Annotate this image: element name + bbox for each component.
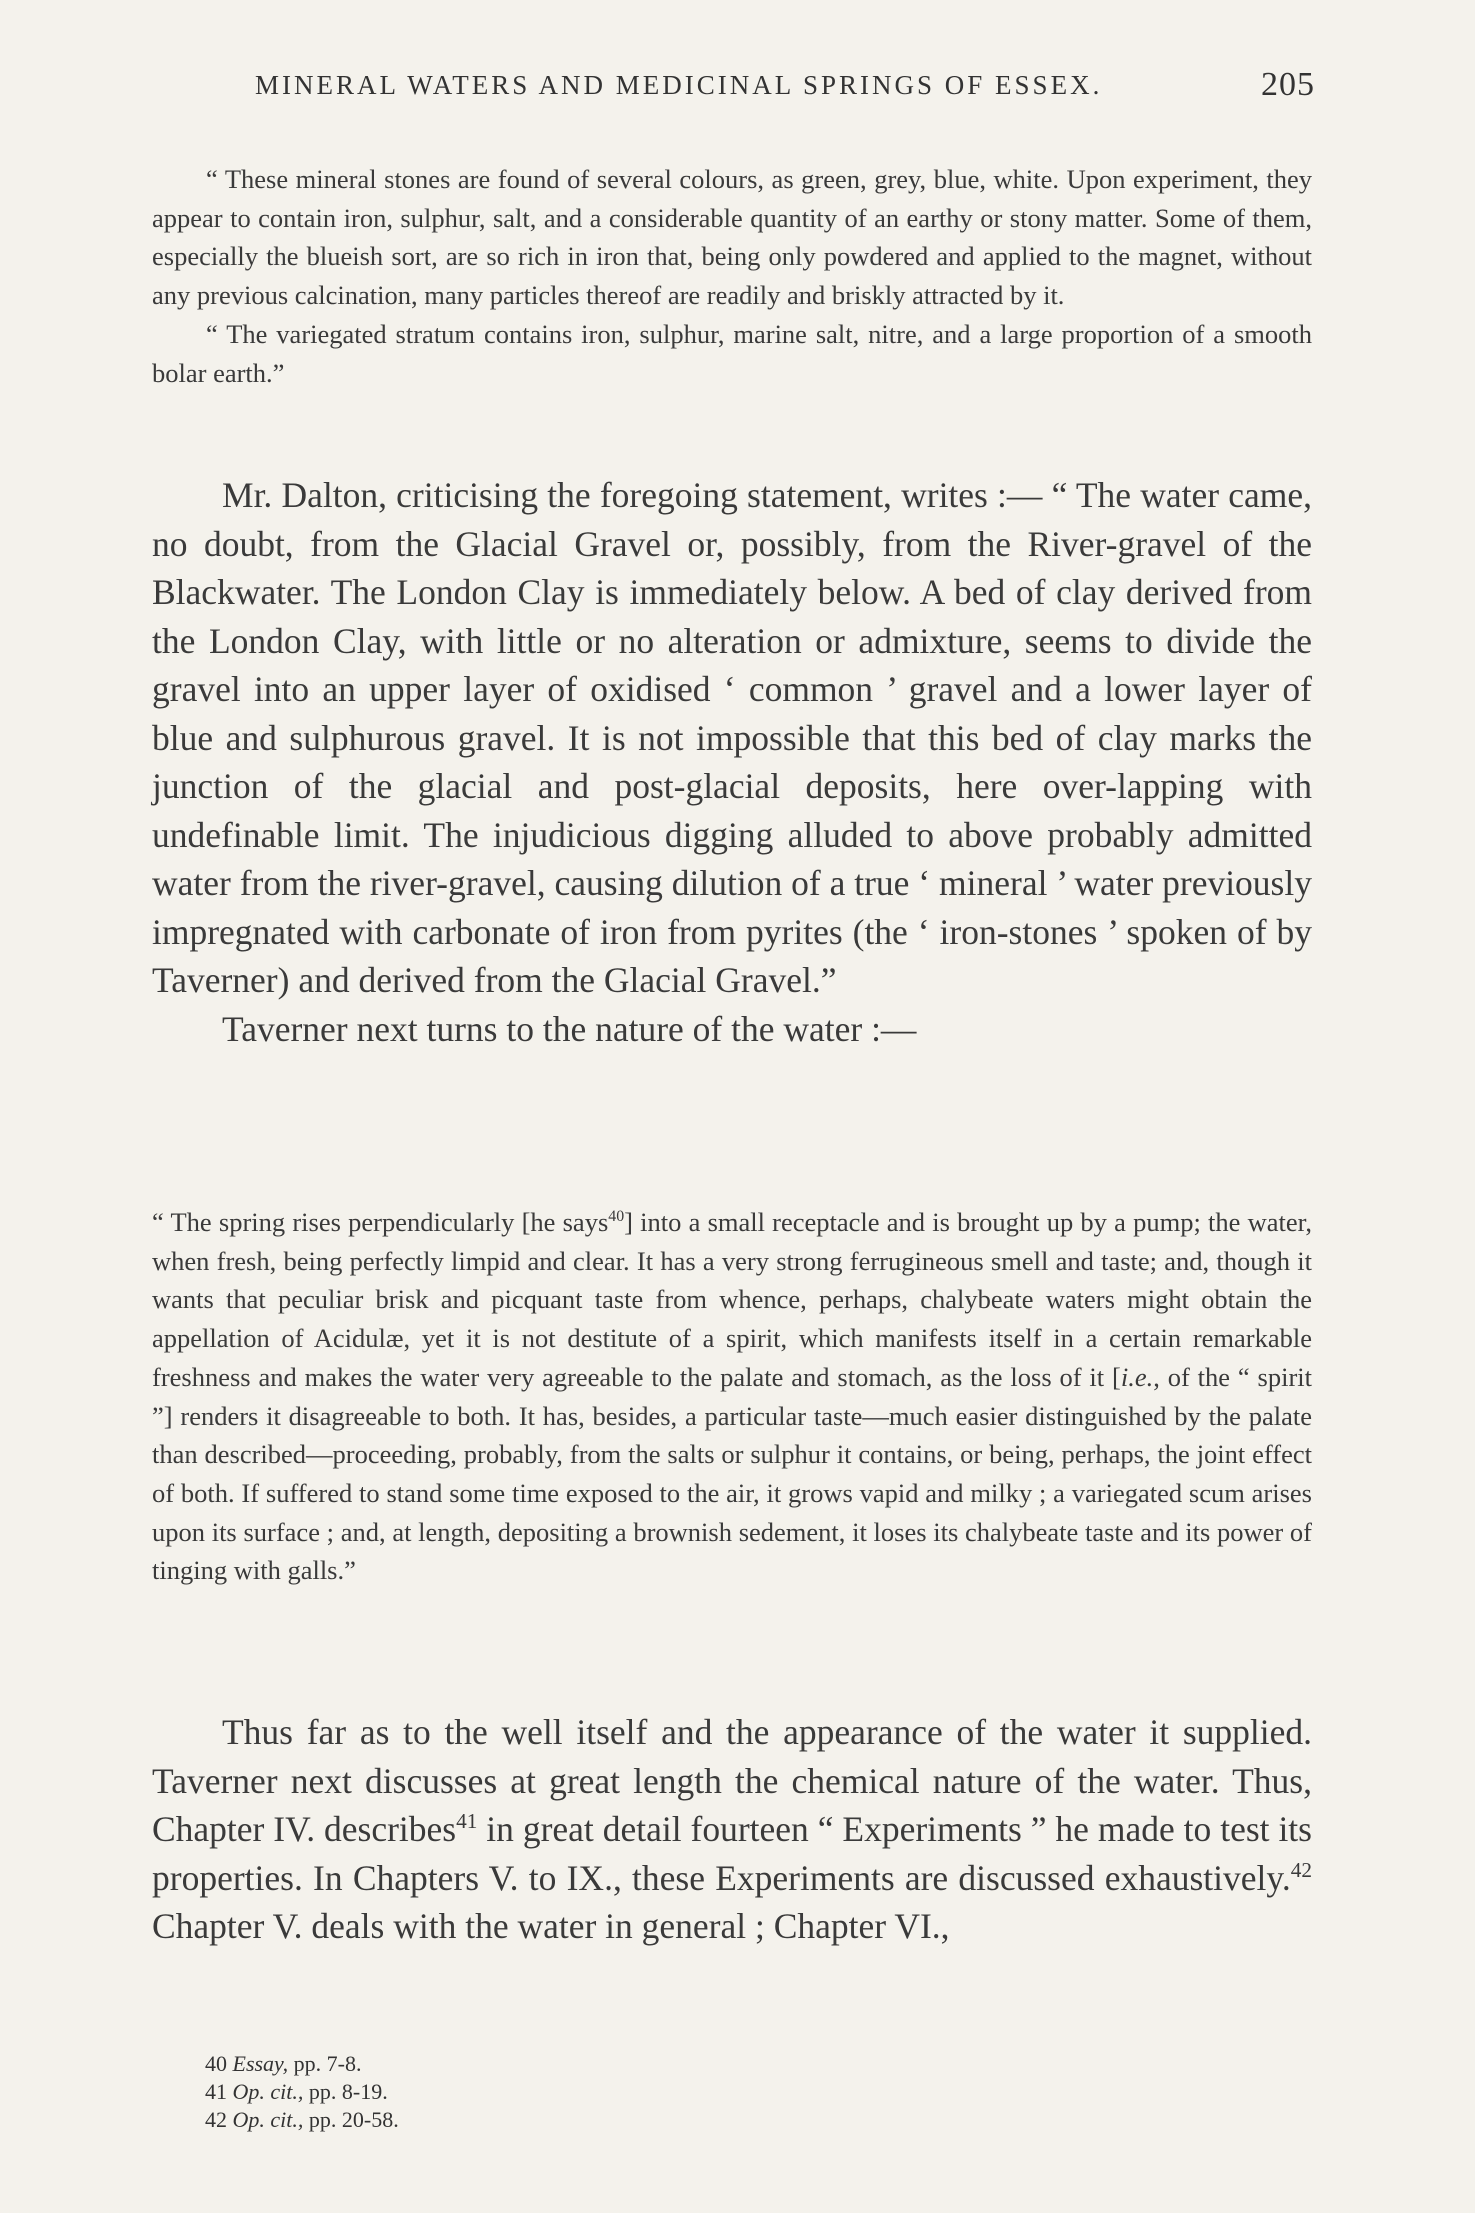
running-title: MINERAL WATERS AND MEDICINAL SPRINGS OF ESSEX. bbox=[255, 70, 1103, 100]
abbreviation: i.e. bbox=[1120, 1361, 1154, 1392]
quote-paragraph: “ These mineral stones are found of several colours, as green, grey, blue, white. Upon experiment, they appear to contain iron, sulphur, salt, and a considerable quantity of an earthy or stony matter. Some of them, especially the blueish sort, are so rich in iron that, being only powdered and applied to the magnet, without any previous calcination, many particles thereof are readily and briskly attracted by it. bbox=[152, 164, 1312, 311]
quote-paragraph bbox=[152, 1203, 1312, 1590]
quote-paragraph: “ The variegated stratum contains iron, sulphur, marine salt, nitre, and a large proportion of a smooth bolar earth.” bbox=[152, 318, 1312, 388]
quote-block-1 bbox=[152, 160, 1312, 392]
body-paragraph bbox=[152, 1708, 1312, 1951]
quote-text: ] into a small receptacle and is brought up by a pump; the water, when fresh, being perfectly limpid and clear. It has a very strong ferrugineous smell and taste; and, though it wants that peculiar brisk and picquant taste from whence, perhaps, chalybeate waters might obtain the appellation of Acidulæ, yet it is not destitute of a spirit, which manifests itself in a certain remarkable freshness and makes the water very agreeable to the palate and stomach, as the loss of it [ bbox=[152, 1207, 1312, 1392]
body-paragraph: Mr. Dalton, criticising the foregoing statement, writes :— “ The water came, no doubt, from the Glacial Gravel or, possibly, from the River-gravel of the Blackwater. The London Clay is immediately below. A bed of clay derived from the London Clay, with little or no alteration or admixture, seems to divide the gravel into an upper layer of oxidised ‘ common ’ gravel and a lower layer of blue and sulphurous gravel. It is not impossible that this bed of clay marks the junction of the glacial and post-glacial deposits, here over-lapping with undefinable limit. The injudicious digging alluded to above probably admitted water from the river-gravel, causing dilution of a true ‘ mineral ’ water previously impregnated with carbonate of iron from pyrites (the ‘ iron-stones ’ spoken of by Taverner) and derived from the Glacial Gravel.” bbox=[152, 475, 1312, 1000]
quote-block-2 bbox=[152, 1203, 1312, 1590]
page-number: 205 bbox=[1261, 66, 1315, 103]
quote-text: , of the “ spirit ”] renders it disagreeable to both. It has, besides, a particular taste—much easier distinguished by the palate than described—proceeding, probably, from the salts or sulphur it contains, or being, perhaps, the joint effect of both. If suffered to stand some time exposed to the air, it grows vapid and milky ; a variegated scum arises upon its surface ; and, at length, depositing a brownish sedement, it loses its chalybeate taste and its power of tinging with galls.” bbox=[152, 1361, 1313, 1586]
footnote-ref: 40 bbox=[608, 1208, 625, 1226]
footnote-number: 42 bbox=[205, 2107, 227, 2132]
body-text: Thus far as to the well itself and the appearance of the water it supplied. Taverner next discusses at great length the chemical nature of the water. Thus, Chapter IV. describes bbox=[152, 1712, 1312, 1849]
running-header bbox=[255, 66, 1315, 103]
body-paragraph: Taverner next turns to the nature of the water :— bbox=[222, 1008, 917, 1049]
footnote-source: Op. cit., bbox=[232, 2079, 304, 2104]
body-block-2 bbox=[152, 1708, 1312, 1951]
footnote-source: Op. cit., bbox=[232, 2107, 304, 2132]
footnote-pages: pp. 8-19. bbox=[303, 2079, 388, 2104]
footnote-source: Essay, bbox=[232, 2051, 289, 2076]
body-block-1 bbox=[152, 471, 1312, 1053]
footnote-number: 40 bbox=[205, 2051, 227, 2076]
footnote bbox=[205, 2078, 399, 2106]
body-text: in great detail fourteen “ Experiments ” he made to test its properties. In Chapters V. to IX., these Experiments are discussed exhaustively. bbox=[152, 1809, 1312, 1898]
footnote-pages: pp. 20-58. bbox=[303, 2107, 399, 2132]
footnote-ref: 42 bbox=[1290, 1857, 1312, 1882]
footnote bbox=[205, 2106, 399, 2134]
footnotes bbox=[205, 2050, 399, 2134]
footnote-ref: 41 bbox=[456, 1809, 478, 1834]
footnote-pages: pp. 7-8. bbox=[288, 2051, 362, 2076]
body-text: Chapter V. deals with the water in general ; Chapter VI., bbox=[152, 1906, 950, 1946]
footnote bbox=[205, 2050, 399, 2078]
footnote-number: 41 bbox=[205, 2079, 227, 2104]
quote-text: “ The spring rises perpendicularly [he says bbox=[152, 1207, 609, 1237]
